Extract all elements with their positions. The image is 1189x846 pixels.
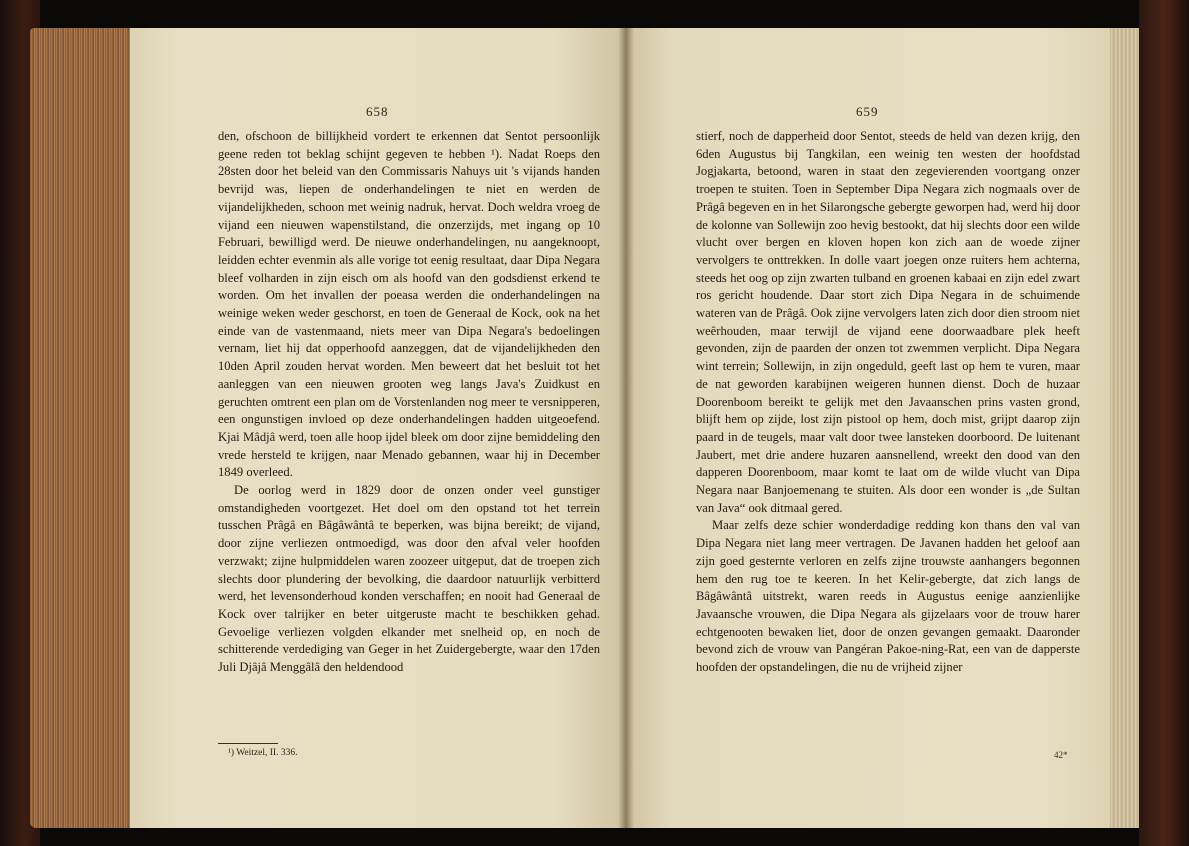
left-page — [130, 28, 626, 828]
page-number: 659 — [856, 104, 879, 119]
paragraph: Maar zelfs deze schier wonderdadige redding kon thans den val van Dipa Negara niet lang meer vertragen. De Javanen hadden het geloof aan zijn goed gesternte verloren en zelfs zijne trouwste aanhangers begonnen hem den rug toe te keeren. In het Kelir-gebergte, dat zich langs de Bâgâwântâ uitstrekt, waren reeds in Augustus eenige aanzienlijke Javaansche vrouwen, die Dipa Negara als gijzelaars voor de trouw harer echtgenooten bewaken liet, door de onzen gevangen gemaakt. Daaronder bevond zich de vrouw van Pangéran Pakoe-ning-Rat, een van de dapperste hoofden der opstandelingen, die nu de vrijheid zijner — [696, 518, 1080, 675]
page-number: 658 — [366, 104, 389, 119]
right-page — [626, 28, 1110, 828]
body-text — [218, 128, 600, 677]
paragraph: stierf, noch de dapperheid door Sentot, steeds de held van dezen krijg, den 6den Augustus bij Tangkilan, een weinig ten westen der hoofdstad Jogjakarta, betoond, waren in staat den zegevierenden voortgang onzer troepen te stuiten. Toen in September Dipa Negara zich nogmaals over de Prâgâ begeven en in het Silarongsche gebergte geworpen had, werd hij door de kolonne van Sollewijn zoo hevig bestookt, dat hij slechts door een wilde vlucht over bergen en kloven hopen kon zich aan de woede zijner vervolgers te onttrekken. In dolle vaart joegen onze ruiters hem achterna, steeds het oog op zijn zwarten tulband en groenen kabaai en zijn edel zwart ros gericht houdende. Daar stort zich Dipa Negara in de schuimende wateren van de Prâgâ. Ook zijne vervolgers laten zich door dien stroom niet weêrhouden, maar terwijl de vijand eene doorwaadbare plek heeft gevonden, zijn de paarden der onzen tot zwemmen verplicht. Dipa Negara wint terrein; Sollewijn, in zijn ongeduld, geeft last op hem te vuren, maar de nat geworden karabijnen weigeren hunnen dienst. Doch de huzaar Doorenboom bereikt te gelijk met den Javaanschen prins vasten grond, blijft hem op zijde, lost zijn pistool op hem, doch mist, grijpt daarop zijn paard in de teugels, maar valt door twee lansteken doorboord. De luitenant Jaubert, met drie andere huzaren aansnellend, wreekt den dood van den dapperen Doorenboom, maar komt te laat om de wilde vlucht van Dipa Negara naar Banjoemenang te stuiten. Als door een wonder is „de Sultan van Java“ ook ditmaal gered. — [696, 129, 1080, 515]
paragraph: den, ofschoon de billijkheid vordert te erkennen dat Sentot persoonlijk geene reden tot beklag schijnt gegeven te hebben ¹). Nadat Roeps den 28sten door het beleid van den Commissaris Nahuys uit 's vijands handen bevrijd was, liepen de onderhandelingen te niet en werden de vijandelijkheden, schoon met weinig nadruk, hervat. Doch weldra vroeg de vijand een nieuwen wapenstilstand, die onzerzijds, met ingang op 10 Februari, bewilligd werd. De nieuwe onderhandelingen, nu aangeknoopt, leidden echter evenmin als alle vorige tot eenig resultaat, daar Dipa Negara bleef volharden in zijn eisch om als hoofd van den godsdienst erkend te worden. Om het invallen der poeasa werden die onderhandelingen na weinige weken weder geschorst, en toen de Generaal de Kock, ook na het einde van de vastenmaand, niets meer van Dipa Negara's bedoelingen vernam, liet hij dat opperhoofd aanzeggen, dat de vijandelijkheden den 10den April zouden hervat worden. Men beweert dat het besluit tot het aanleggen van een nieuwen grooten weg langs Java's Zuidkust en geruchten omtrent een plan om de Vorstenlanden nog meer te versnipperen, een ongunstigen invloed op deze onderhandelingen hadden uitgeoefend. Kjai Mâdjâ werd, toen alle hoop ijdel bleek om door zijne bemiddeling den vrede hersteld te krijgen, naar Menado gebannen, waar hij in December 1849 overleed. — [218, 129, 600, 480]
body-text — [696, 128, 1080, 677]
footnote-divider — [218, 743, 278, 744]
page-edges-left — [30, 28, 140, 828]
book-gutter — [618, 28, 634, 828]
footnote: ¹) Weitzel, II. 336. — [228, 748, 298, 758]
signature-mark: 42* — [1054, 750, 1068, 760]
book-cover-right — [1139, 0, 1189, 846]
paragraph: De oorlog werd in 1829 door de onzen onder veel gunstiger omstandigheden voortgezet. Het doel om den opstand tot het terrein tusschen Prâgâ en Bâgâwântâ te beperken, was bijna bereikt; de vijand, door zijne verliezen ontmoedigd, was door den afval veler hoofden verzwakt; zijne hulpmiddelen waren zoozeer uitgeput, dat de troepen zich slechts door plundering der bevolking, die daardoor natuurlijk verbitterd werd, het levensonderhoud konden verschaffen; en nooit had Generaal de Kock over talrijker en beter uitgeruste macht te beschikken gehad. Gevoelige verliezen volgden elkander met snelheid op, en noch de schitterende verdediging van Geger in het Zuidergebergte, waar den 17den Juli Djâjâ Menggâlâ den heldendood — [218, 483, 600, 675]
